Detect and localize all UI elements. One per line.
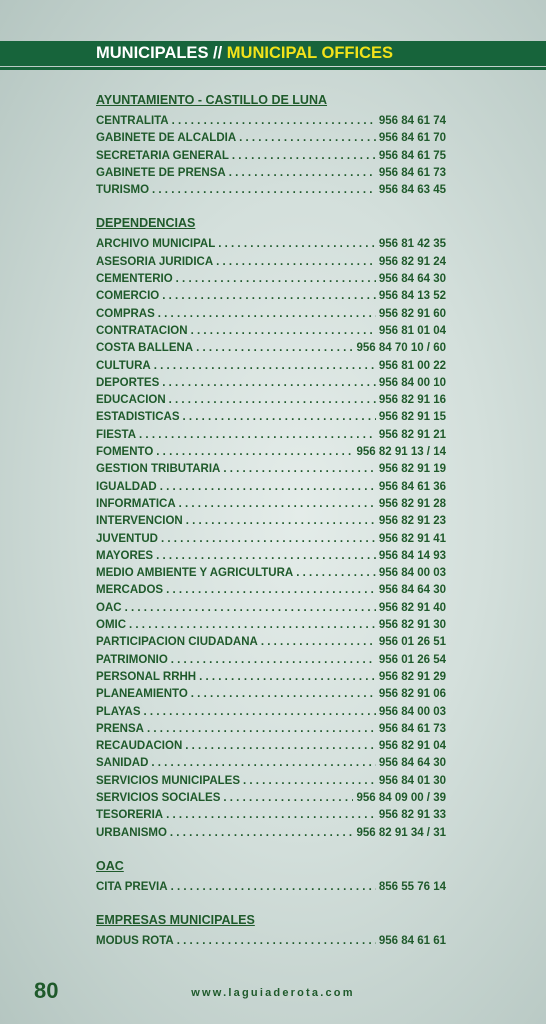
- entry-phone: 956 82 91 40: [378, 601, 446, 614]
- dot-leader: [154, 358, 376, 375]
- entry-phone: 956 84 61 73: [378, 722, 446, 735]
- entry-name: COSTA BALLENA: [96, 342, 194, 355]
- entry-phone: 956 82 91 23: [378, 515, 446, 528]
- directory-entry: [96, 565, 446, 582]
- directory-section: [96, 215, 446, 841]
- entry-name: FIESTA: [96, 428, 137, 441]
- directory-entry: [96, 236, 446, 253]
- section-title: OAC: [96, 858, 124, 873]
- entry-phone: 956 84 14 93: [378, 549, 446, 562]
- entry-name: INTERVENCION: [96, 515, 183, 528]
- dot-leader: [160, 479, 376, 496]
- section-title: AYUNTAMIENTO - CASTILLO DE LUNA: [96, 93, 328, 107]
- dot-leader: [261, 634, 376, 651]
- entry-phone: 956 82 91 13 / 14: [356, 446, 446, 459]
- page-title: [96, 43, 393, 64]
- directory-entry: [96, 375, 446, 392]
- entry-phone: 956 84 64 30: [378, 757, 446, 770]
- dot-leader: [147, 721, 376, 738]
- entry-phone: 956 82 91 24: [378, 255, 446, 268]
- dot-leader: [166, 807, 376, 824]
- entry-name: MAYORES: [96, 549, 154, 562]
- entry-name: GABINETE DE PRENSA: [96, 166, 226, 179]
- entry-phone: 956 84 00 10: [378, 376, 446, 389]
- section-title: DEPENDENCIAS: [96, 216, 196, 231]
- directory-entry: [96, 879, 446, 896]
- directory-entry: [96, 755, 446, 772]
- directory-entry: [96, 444, 446, 461]
- directory-entry: [96, 721, 446, 738]
- directory-entry: [96, 548, 446, 565]
- directory-entry: [96, 652, 446, 669]
- entry-name: PERSONAL RRHH: [96, 670, 197, 683]
- entry-name: COMERCIO: [96, 290, 160, 303]
- dot-leader: [172, 113, 376, 130]
- directory-section: [96, 912, 446, 950]
- entry-phone: 956 82 91 41: [378, 532, 446, 545]
- directory-entry: [96, 323, 446, 340]
- directory-content: [96, 92, 446, 966]
- dot-leader: [144, 704, 376, 721]
- entry-name: EDUCACION: [96, 394, 166, 407]
- entry-name: GABINETE DE ALCALDIA: [96, 132, 237, 145]
- entry-name: MODUS ROTA: [96, 935, 174, 948]
- entry-phone: 956 84 01 30: [378, 774, 446, 787]
- entry-name: TESORERIA: [96, 809, 164, 822]
- dot-leader: [125, 600, 376, 617]
- dot-leader: [186, 513, 376, 530]
- directory-entry: [96, 130, 446, 147]
- dot-leader: [296, 565, 376, 582]
- dot-leader: [191, 686, 376, 703]
- header-underline: [0, 67, 546, 70]
- entry-name: SERVICIOS MUNICIPALES: [96, 774, 240, 787]
- directory-section: [96, 92, 446, 199]
- dot-leader: [139, 427, 376, 444]
- entry-phone: 956 82 91 34 / 31: [356, 826, 446, 839]
- entry-name: CONTRATACION: [96, 324, 188, 337]
- dot-leader: [191, 323, 376, 340]
- directory-entry: [96, 409, 446, 426]
- directory-section: [96, 858, 446, 896]
- directory-entry: [96, 600, 446, 617]
- directory-entry: [96, 686, 446, 703]
- entry-phone: 956 84 00 03: [378, 567, 446, 580]
- directory-entry: [96, 148, 446, 165]
- entry-phone: 956 84 61 61: [378, 935, 446, 948]
- entry-name: FOMENTO: [96, 446, 154, 459]
- dot-leader: [177, 933, 376, 950]
- directory-entry: [96, 738, 446, 755]
- entry-phone: 956 84 61 74: [378, 115, 446, 127]
- entry-name: PARTICIPACION CIUDADANA: [96, 636, 258, 649]
- entry-name: TURISMO: [96, 184, 150, 197]
- entry-phone: 956 82 91 28: [378, 497, 446, 510]
- entry-phone: 956 01 26 54: [378, 653, 446, 666]
- entry-phone: 956 81 42 35: [378, 238, 446, 251]
- dot-leader: [169, 392, 376, 409]
- entry-phone: 956 82 91 15: [378, 411, 446, 424]
- entry-phone: 956 82 91 30: [378, 619, 446, 632]
- directory-entry: [96, 634, 446, 651]
- entry-phone: 856 55 76 14: [378, 880, 446, 893]
- dot-leader: [171, 879, 376, 896]
- dot-leader: [239, 130, 376, 147]
- directory-entry: [96, 288, 446, 305]
- dot-leader: [232, 148, 376, 165]
- dot-leader: [185, 738, 376, 755]
- dot-leader: [218, 236, 376, 253]
- entry-name: MEDIO AMBIENTE Y AGRICULTURA: [96, 567, 294, 580]
- entry-phone: 956 82 91 16: [378, 394, 446, 407]
- entry-name: GESTION TRIBUTARIA: [96, 463, 221, 476]
- entry-name: PLANEAMIENTO: [96, 688, 188, 701]
- directory-entry: [96, 773, 446, 790]
- dot-leader: [151, 755, 375, 772]
- directory-entry: [96, 306, 446, 323]
- dot-leader: [176, 271, 376, 288]
- directory-entry: [96, 479, 446, 496]
- dot-leader: [223, 790, 353, 807]
- dot-leader: [183, 409, 376, 426]
- entry-name: ARCHIVO MUNICIPAL: [96, 238, 216, 251]
- entry-phone: 956 81 01 04: [378, 324, 446, 337]
- page-title-english: MUNICIPAL OFFICES: [226, 44, 394, 62]
- entry-name: COMPRAS: [96, 307, 155, 320]
- entry-phone: 956 84 70 10 / 60: [356, 342, 446, 355]
- dot-leader: [156, 444, 353, 461]
- entry-name: CEMENTERIO: [96, 273, 173, 286]
- directory-entry: [96, 807, 446, 824]
- entry-name: CENTRALITA: [96, 115, 169, 127]
- entry-name: URBANISMO: [96, 826, 167, 839]
- directory-entry: [96, 392, 446, 409]
- entry-name: ASESORIA JURIDICA: [96, 255, 214, 268]
- entry-name: JUVENTUD: [96, 532, 158, 545]
- directory-entry: [96, 340, 446, 357]
- entry-name: SANIDAD: [96, 757, 149, 770]
- dot-leader: [216, 254, 376, 271]
- dot-leader: [166, 582, 376, 599]
- section-title: EMPRESAS MUNICIPALES: [96, 913, 255, 928]
- entry-phone: 956 01 26 51: [378, 636, 446, 649]
- entry-name: CULTURA: [96, 359, 151, 372]
- dot-leader: [152, 182, 376, 199]
- directory-entry: [96, 617, 446, 634]
- entry-phone: 956 84 13 52: [378, 290, 446, 303]
- page-number: 80: [34, 978, 59, 1003]
- directory-entry: [96, 165, 446, 182]
- entry-name: MERCADOS: [96, 584, 164, 597]
- dot-leader: [129, 617, 376, 634]
- directory-entry: [96, 113, 446, 130]
- directory-entry: [96, 825, 446, 842]
- entry-phone: 956 84 63 45: [378, 184, 446, 197]
- entry-phone: 956 82 91 33: [378, 809, 446, 822]
- dot-leader: [156, 548, 376, 565]
- directory-entry: [96, 669, 446, 686]
- entry-name: CITA PREVIA: [96, 880, 168, 893]
- directory-entry: [96, 790, 446, 807]
- page-title-spanish: MUNICIPALES //: [96, 44, 223, 62]
- dot-leader: [199, 669, 376, 686]
- dot-leader: [229, 165, 376, 182]
- dot-leader: [158, 306, 376, 323]
- entry-phone: 956 82 91 06: [378, 688, 446, 701]
- entry-name: INFORMATICA: [96, 497, 176, 510]
- entry-phone: 956 82 91 29: [378, 670, 446, 683]
- entry-name: ESTADISTICAS: [96, 411, 180, 424]
- entry-name: RECAUDACION: [96, 740, 183, 753]
- entry-phone: 956 84 61 75: [378, 149, 446, 162]
- entry-phone: 956 84 61 70: [378, 132, 446, 145]
- directory-entry: [96, 271, 446, 288]
- entry-name: PATRIMONIO: [96, 653, 168, 666]
- entry-name: IGUALDAD: [96, 480, 157, 493]
- entry-phone: 956 81 00 22: [378, 359, 446, 372]
- entry-name: PRENSA: [96, 722, 144, 735]
- entry-name: OMIC: [96, 619, 127, 632]
- directory-entry: [96, 933, 446, 950]
- entry-phone: 956 84 61 73: [378, 166, 446, 179]
- dot-leader: [223, 461, 375, 478]
- entry-name: OAC: [96, 601, 122, 614]
- entry-phone: 956 84 64 30: [378, 273, 446, 286]
- entry-phone: 956 82 91 60: [378, 307, 446, 320]
- dot-leader: [170, 825, 354, 842]
- directory-entry: [96, 704, 446, 721]
- directory-entry: [96, 254, 446, 271]
- directory-entry: [96, 358, 446, 375]
- dot-leader: [179, 496, 376, 513]
- directory-entry: [96, 531, 446, 548]
- dot-leader: [171, 652, 376, 669]
- entry-name: DEPORTES: [96, 376, 160, 389]
- entry-phone: 956 84 09 00 / 39: [356, 791, 446, 804]
- entry-phone: 956 84 61 36: [378, 480, 446, 493]
- dot-leader: [243, 773, 376, 790]
- entry-phone: 956 82 91 21: [378, 428, 446, 441]
- dot-leader: [161, 531, 376, 548]
- entry-name: SERVICIOS SOCIALES: [96, 791, 221, 804]
- directory-entry: [96, 513, 446, 530]
- directory-entry: [96, 461, 446, 478]
- dot-leader: [162, 375, 376, 392]
- entry-name: PLAYAS: [96, 705, 141, 718]
- directory-entry: [96, 182, 446, 199]
- entry-phone: 956 84 64 30: [378, 584, 446, 597]
- entry-name: SECRETARIA GENERAL: [96, 149, 229, 162]
- directory-entry: [96, 427, 446, 444]
- dot-leader: [196, 340, 353, 357]
- entry-phone: 956 82 91 19: [378, 463, 446, 476]
- website-url: www.laguiaderota.com: [191, 987, 355, 999]
- directory-entry: [96, 582, 446, 599]
- dot-leader: [162, 288, 376, 305]
- entry-phone: 956 84 00 03: [378, 705, 446, 718]
- directory-entry: [96, 496, 446, 513]
- entry-phone: 956 82 91 04: [378, 740, 446, 753]
